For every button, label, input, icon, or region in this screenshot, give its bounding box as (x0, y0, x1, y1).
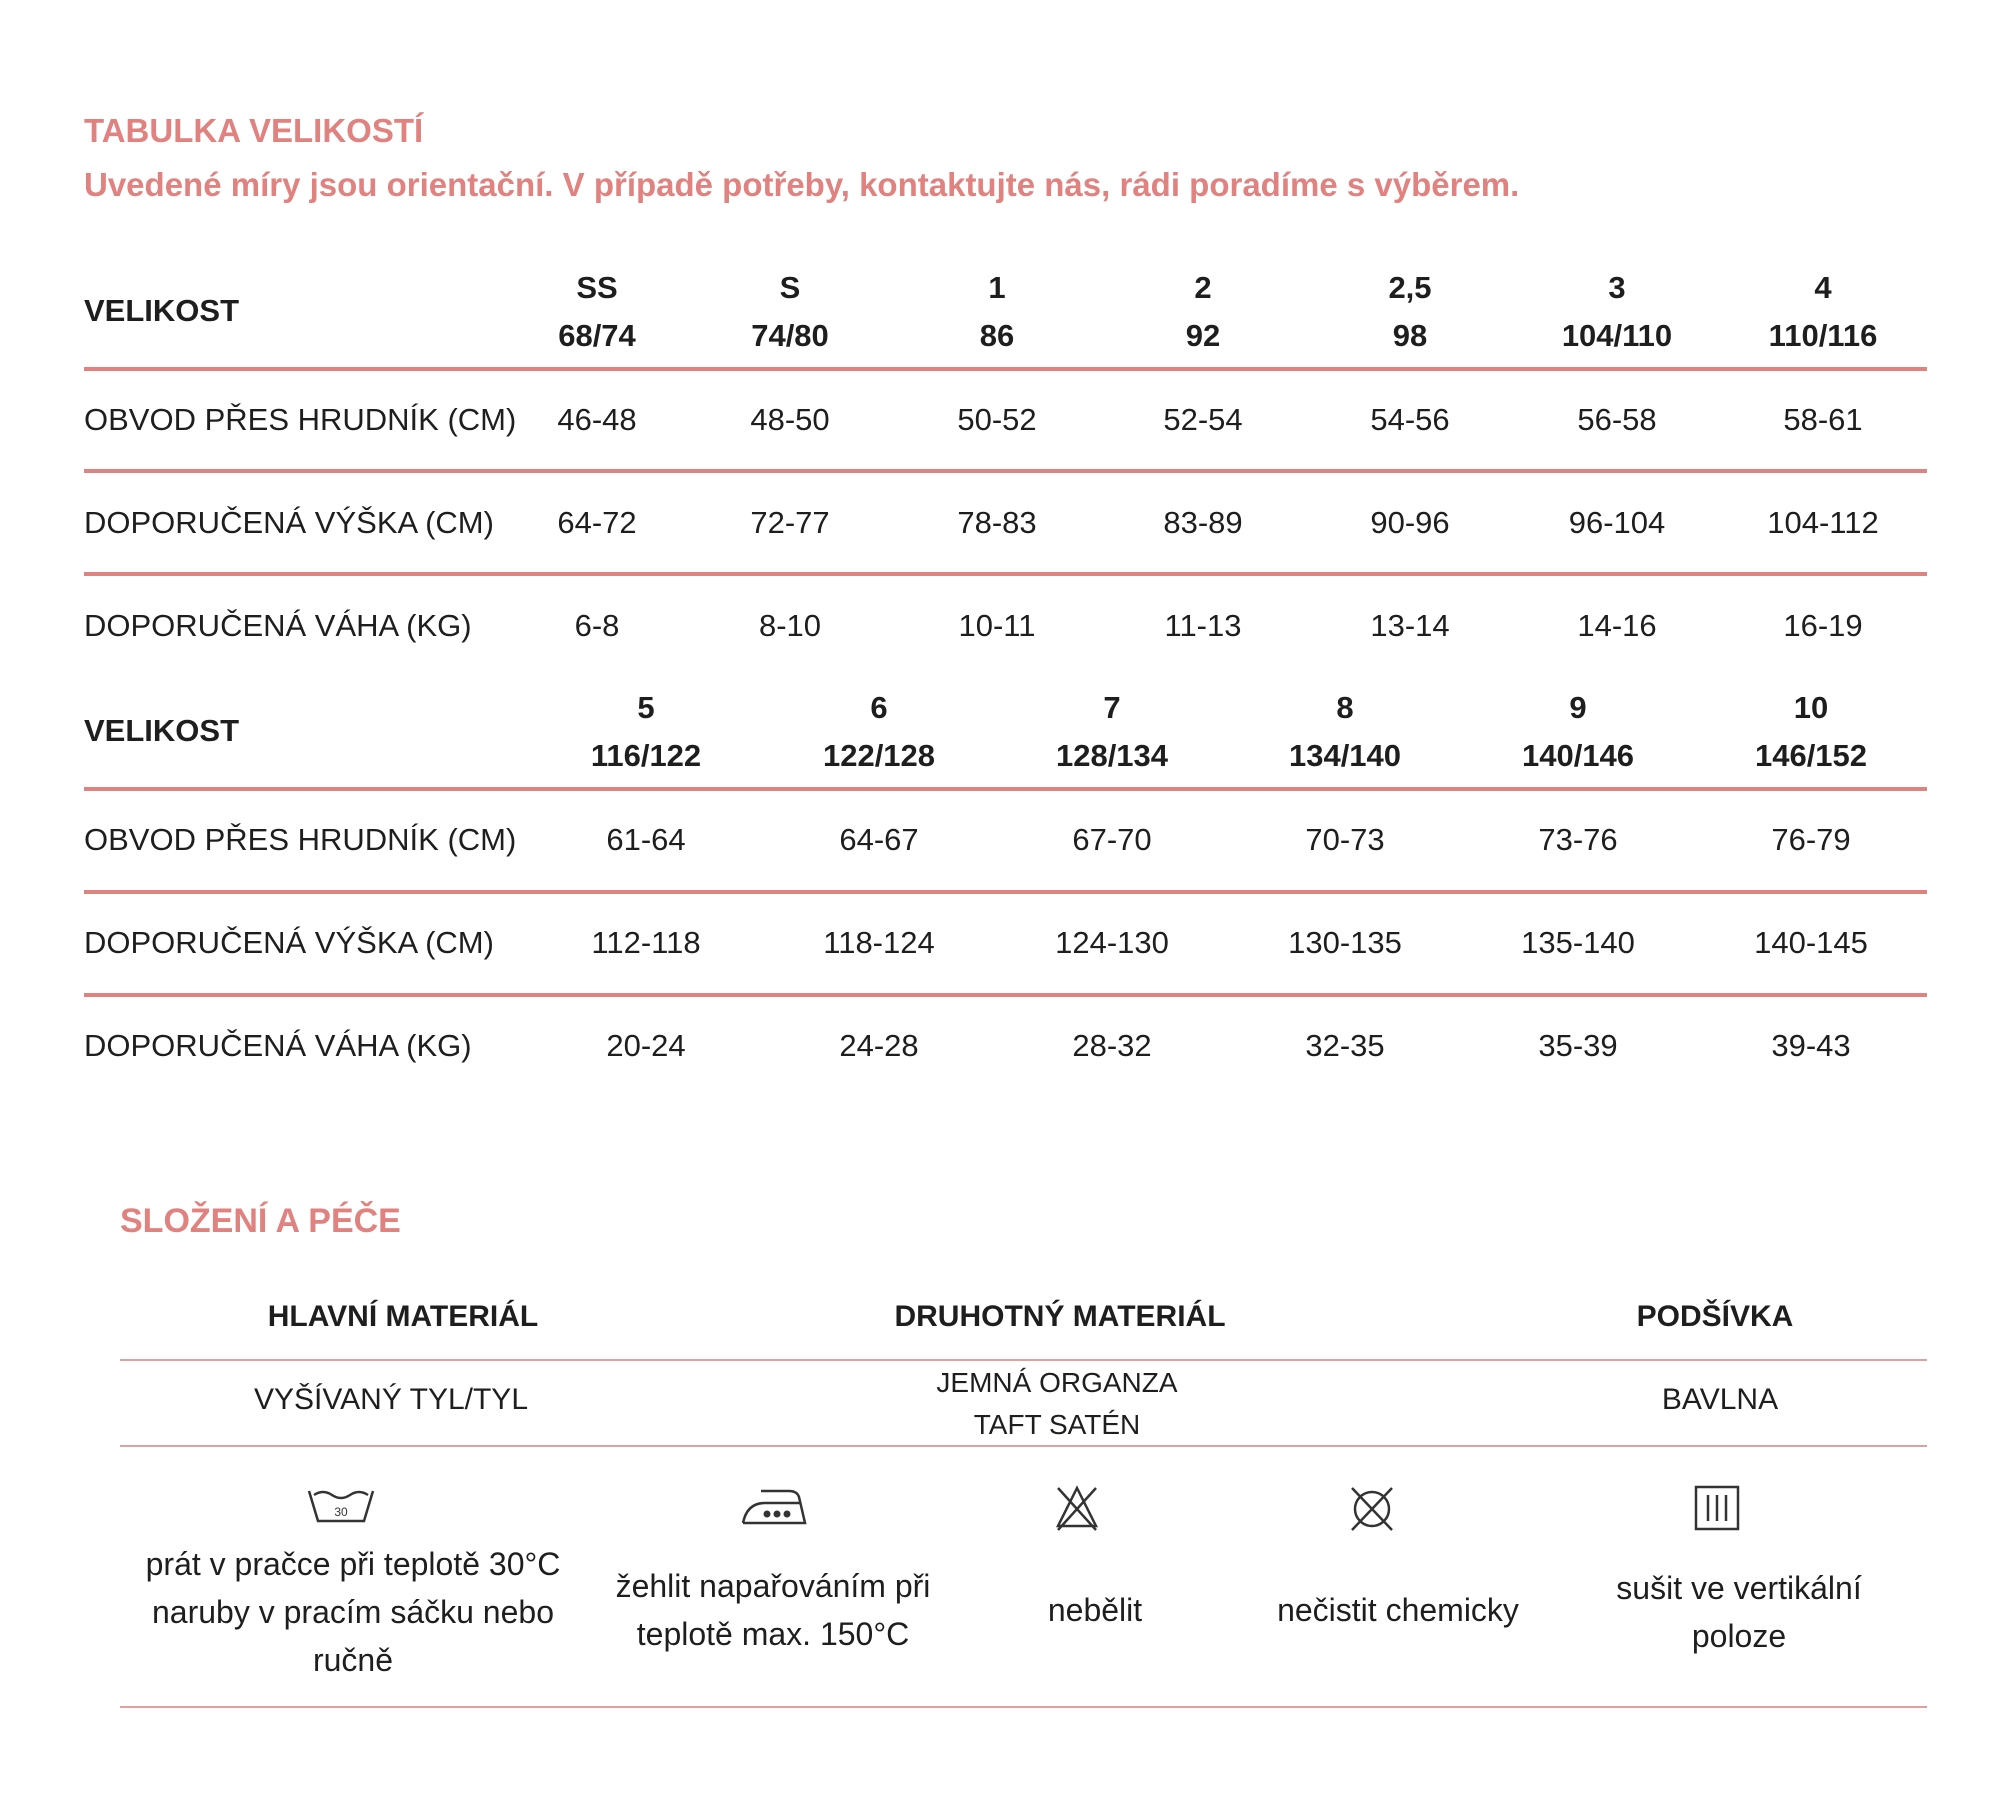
table-cell: 104-112 (1767, 505, 1879, 540)
care-text-wash: prát v pračce při teplotě 30°C naruby v pracím sáčku nebo ručně (145, 1546, 561, 1678)
table1-size-header: 2,5 98 (1388, 270, 1432, 353)
care-text-dry-clean: nečistit chemicky (1277, 1592, 1519, 1628)
no-dry-clean-icon (1348, 1484, 1396, 1534)
lining-value: BAVLNA (1661, 1383, 1779, 1416)
table-cell: 73-76 (1538, 822, 1618, 857)
table-cell: 6-8 (574, 608, 620, 643)
table2-size-header: 8 134/140 (1288, 690, 1402, 773)
table-cell: 20-24 (606, 1028, 686, 1063)
care-text-dry: sušit ve vertikální poloze (1616, 1570, 1862, 1654)
table-cell: 58-61 (1783, 402, 1863, 437)
care-text-iron: žehlit napařováním při teplotě max. 150°C (615, 1568, 931, 1652)
table1-size-header: 4 110/116 (1768, 270, 1878, 353)
table-cell: 54-56 (1370, 402, 1450, 437)
table-cell: 39-43 (1771, 1028, 1851, 1063)
table-cell: 70-73 (1305, 822, 1385, 857)
table-cell: 28-32 (1072, 1028, 1152, 1063)
table-cell: 78-83 (957, 505, 1037, 540)
table-cell: 76-79 (1771, 822, 1851, 857)
table-cell: 112-118 (591, 925, 701, 960)
dry-vertical-icon (1694, 1485, 1740, 1531)
table-cell: 56-58 (1577, 402, 1657, 437)
table-cell: 135-140 (1521, 925, 1635, 960)
table-cell: 14-16 (1577, 608, 1657, 643)
table-cell: 46-48 (557, 402, 637, 437)
wash-30-icon (306, 1487, 376, 1527)
table-cell: 140-145 (1754, 925, 1868, 960)
table2-size-header: 6 122/128 (822, 690, 936, 773)
table-cell: 13-14 (1370, 608, 1450, 643)
table-cell: 24-28 (839, 1028, 919, 1063)
iron-icon (741, 1487, 807, 1527)
no-bleach-icon (1054, 1484, 1100, 1532)
row-label-weight: DOPORUČENÁ VÁHA (KG) (84, 608, 472, 643)
table1-size-header: 3 104/110 (1561, 270, 1673, 353)
composition-title: SLOŽENÍ A PÉČE (120, 1202, 401, 1240)
table-cell: 83-89 (1163, 505, 1243, 540)
table-cell: 130-135 (1288, 925, 1402, 960)
size-chart-title: TABULKA VELIKOSTÍ (84, 112, 424, 149)
row-label-weight: DOPORUČENÁ VÁHA (KG) (84, 1028, 472, 1063)
table-cell: 64-72 (557, 505, 637, 540)
table-cell: 90-96 (1370, 505, 1450, 540)
table-cell: 32-35 (1305, 1028, 1385, 1063)
table-divider (84, 787, 1927, 791)
table-cell: 61-64 (606, 822, 686, 857)
secondary-material-header: DRUHOTNÝ MATERIÁL (894, 1300, 1226, 1333)
lining-header: PODŠÍVKA (1636, 1300, 1794, 1333)
table-cell: 67-70 (1072, 822, 1152, 857)
secondary-material-value: JEMNÁ ORGANZA TAFT SATÉN (936, 1367, 1178, 1440)
table1-size-header: 1 86 (979, 270, 1015, 353)
table-cell: 64-67 (839, 822, 919, 857)
table2-size-header: 10 146/152 (1754, 690, 1868, 773)
table2-size-header: 5 116/122 (590, 690, 702, 773)
table-cell: 16-19 (1783, 608, 1863, 643)
table-divider (84, 469, 1927, 473)
table-cell: 96-104 (1568, 505, 1666, 540)
main-material-value: VYŠÍVANÝ TYL/TYL (254, 1383, 528, 1416)
table-cell: 35-39 (1538, 1028, 1618, 1063)
table2-size-header: 9 140/146 (1521, 690, 1635, 773)
table-divider (84, 993, 1927, 997)
row-label-height: DOPORUČENÁ VÝŠKA (CM) (84, 925, 494, 960)
table-divider (84, 572, 1927, 576)
composition-divider (120, 1706, 1927, 1708)
table-cell: 124-130 (1055, 925, 1169, 960)
table1-size-header: 2 92 (1185, 270, 1221, 353)
row-label-chest: OBVOD PŘES HRUDNÍK (CM) (84, 822, 517, 857)
svg-text:30: 30 (334, 1505, 348, 1519)
table-cell: 52-54 (1163, 402, 1243, 437)
row-label-chest: OBVOD PŘES HRUDNÍK (CM) (84, 402, 517, 437)
size-chart-subtitle: Uvedené míry jsou orientační. V případě potřeby, kontaktujte nás, rádi poradíme s výběrem. (84, 166, 1520, 203)
row-label-height: DOPORUČENÁ VÝŠKA (CM) (84, 505, 494, 540)
composition-divider (120, 1445, 1927, 1447)
table-divider (84, 890, 1927, 894)
table-cell: 48-50 (750, 402, 830, 437)
composition-divider (120, 1359, 1927, 1361)
main-material-header: HLAVNÍ MATERIÁL (267, 1300, 539, 1333)
table-cell: 8-10 (758, 608, 822, 643)
table-cell: 72-77 (750, 505, 830, 540)
table1-size-header: SS 68/74 (558, 270, 636, 353)
table-cell: 118-124 (823, 925, 935, 960)
table-cell: 11-13 (1164, 608, 1242, 643)
care-text-bleach: nebělit (1047, 1592, 1143, 1628)
table-divider (84, 367, 1927, 371)
table1-header-label: VELIKOST (84, 293, 240, 328)
table2-size-header: 7 128/134 (1055, 690, 1169, 773)
table1-size-header: S 74/80 (751, 270, 829, 353)
table-cell: 50-52 (957, 402, 1037, 437)
table2-header-label: VELIKOST (84, 713, 240, 748)
table-cell: 10-11 (958, 608, 1036, 643)
